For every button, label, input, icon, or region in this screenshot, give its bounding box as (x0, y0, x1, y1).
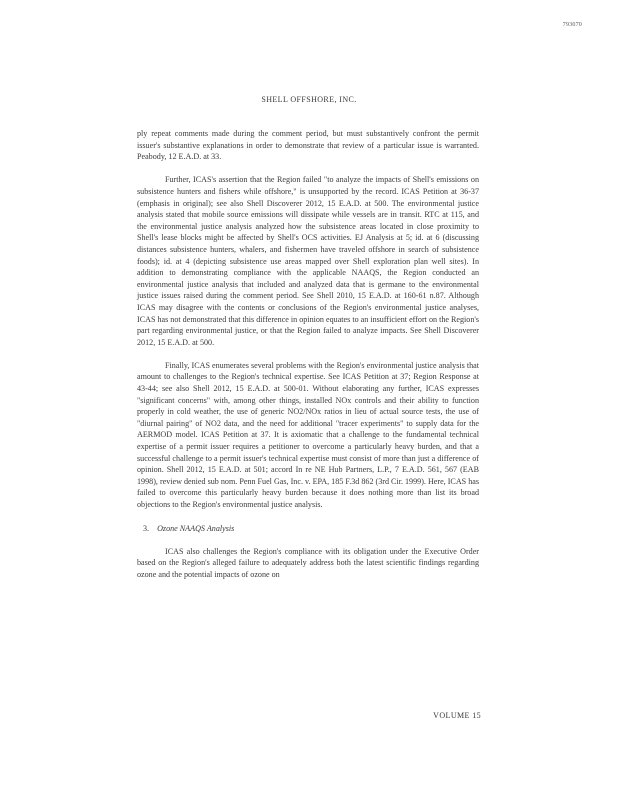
paragraph-shell-emissions: Further, ICAS's assertion that the Region failed "to analyze the impacts of Shell's emissions on subsistence hunters and fishers while offshore," is unsupported by the record. ICAS Petition at 36-37 (emphasis in original); see also Shell Discoverer 2012, 15 E.A.D. at 500. The environmental justice analysis stated that mobile source emissions will dissipate while vessels are in transit. RTC at 115, and the environmental justice analysis analyzed how the subsistence areas located in close proximity to Shell's lease blocks might be affected by Shell's OCS activities. EJ Analysis at 5; id. at 6 (discussing distances subsistence hunters, whalers, and fishermen have traveled offshore in search of subsistence foods); id. at 4 (depicting subsistence use areas mapped over Shell exploration plan well sites). In addition to demonstrating compliance with the applicable NAAQS, the Region conducted an environmental justice analysis that included and analyzed data that is germane to the environmental justice issues raised during the comment period. See Shell 2010, 15 E.A.D. at 160-61 n.87. Although ICAS may disagree with the contents or conclusions of the Region's environmental justice analyses, ICAS has not demonstrated that this difference in opinion equates to an insufficient effort on the Region's part regarding environmental justice, or that the Region failed to analyze impacts. See Shell Discoverer 2012, 15 E.A.D. at 500. (137, 175, 479, 347)
body-text (137, 128, 479, 581)
paragraph-technical-expertise: Finally, ICAS enumerates several problems with the Region's environmental justice analysis that amount to challenges to the Region's technical expertise. See ICAS Petition at 37; Region Response at 43-44; see also Shell 2012, 15 E.A.D. at 500-01. Without elaborating any further, ICAS expresses "significant concerns" with, among other things, installed NOx controls and their ability to function properly in cold weather, the use of generic NO2/NOx ratios in lieu of actual source tests, the use of "diurnal pairing" of NO2 data, and the need for additional "tracer experiments" to supply data for the AERMOD model. ICAS Petition at 37. It is axiomatic that a challenge to the fundamental technical expertise of a permit issuer requires a petitioner to overcome a particularly heavy burden, and that a successful challenge to a permit issuer's technical expertise must consist of more than just a difference of opinion. Shell 2012, 15 E.A.D. at 501; accord In re NE Hub Partners, L.P., 7 E.A.D. 561, 567 (EAB 1998), review denied sub nom. Penn Fuel Gas, Inc. v. EPA, 185 F.3d 862 (3rd Cir. 1999). Here, ICAS has failed to overcome this particularly heavy burden because it does nothing more than list its broad objections to the Region's environmental justice analysis. (137, 360, 479, 509)
paragraph-ozone: ICAS also challenges the Region's compliance with its obligation under the Executive Order based on the Region's alleged failure to adequately address both the latest scientific findings regarding ozone and the potential impacts of ozone on (137, 546, 479, 579)
volume-footer: VOLUME 15 (433, 711, 481, 720)
section-heading (137, 523, 479, 535)
page-number: 793070 (562, 22, 582, 28)
section-title: Ozone NAAQS Analysis (157, 523, 235, 533)
section-number: 3. (143, 523, 150, 533)
running-head: SHELL OFFSHORE, INC. (261, 95, 357, 104)
paragraph-continued: ply repeat comments made during the comment period, but must substantively confront the permit issuer's substantive explanations in order to demonstrate that review of a particular issue is warranted. Peabody, 12 E.A.D. at 33. (137, 129, 479, 162)
